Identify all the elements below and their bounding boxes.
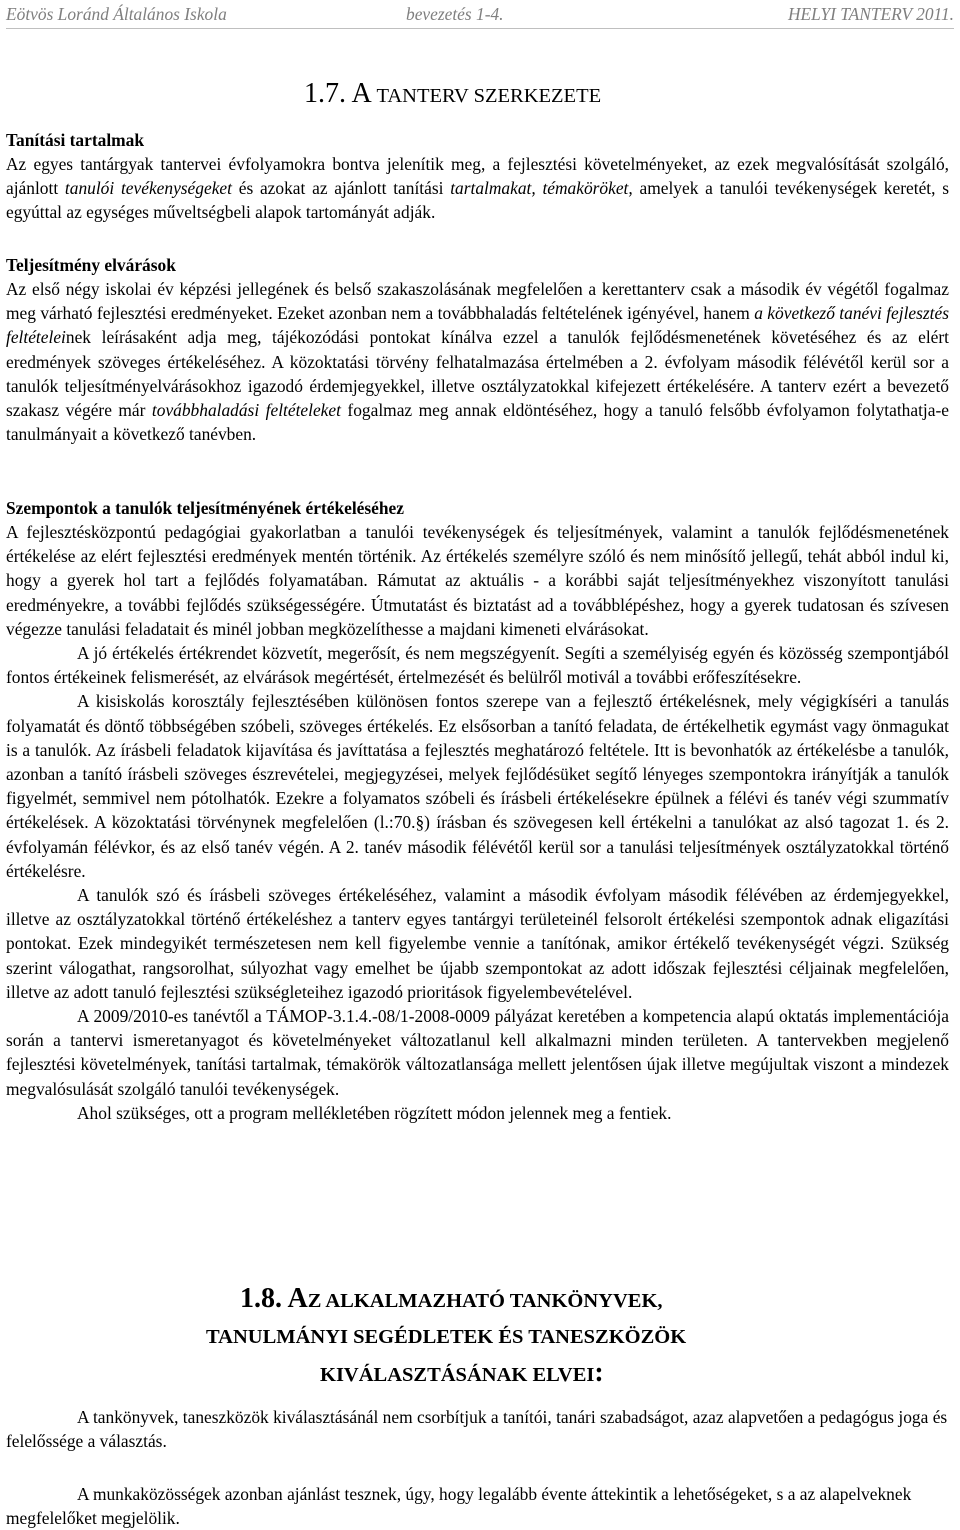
section-title: TANTERV SZERKEZETE [371, 85, 602, 107]
text-run: Az első négy iskolai év képzési jellegének és belső szakaszolásának megfelelően a kerettanterv csak a második év végétől fogalmaz meg várható fejlesztési eredményeket. Ezeket azonban nem a továbbhaladás feltételének igényével, hanem [6, 279, 949, 324]
page-header [6, 4, 954, 29]
section-title-line-3: KIVÁLASZTÁSÁNAK ELVEI [320, 1364, 595, 1386]
header-document-title: HELYI TANTERV 2011. [787, 4, 954, 24]
paragraph: A jó értékelés értékrendet közvetít, megerősít, és nem megszégyenít. Segíti a személyiség egyén és közösség szempontjából fontos értékeinek felismerését, az elvárások megértését, értelmezését és belülről motivál a további erőfeszítésekre. [6, 643, 949, 688]
paragraph: A munkaközösségek azonban ajánlást tesznek, úgy, hogy legalább évente áttekintik a lehetőségeket, s a az alapelveknek megfelelőket megjelölik. [6, 1484, 912, 1529]
section-title-line-1: Z ALKALMAZHATÓ TANKÖNYVEK, [307, 1290, 663, 1312]
paragraph: A fejlesztésközpontú pedagógiai gyakorlatban a tanulói tevékenységek és teljesítmények, valamint a tanulók fejlődésmenetének értékelése az elért fejlesztési eredmények mentén történik. Az értékelés személyre szóló és nem minősítő jellegű, tehát abból indul ki, hogy a gyerek hol tart a fejlődés folyamatában. Rámutat az aktuális - a korábbi saját teljesítményekhez viszonyított tanulási eredményekre, a további fejlődés szükségességére. Útmutatást és biztatást ad a továbblépéshez, hogy a gyerek tudatosan és szívesen végezze tanulási feladatait és minél jobban megközelíthesse a majdani kimeneti elvárásokat. [6, 522, 949, 639]
paragraph [6, 152, 949, 225]
header-school-name: Eötvös Loránd Általános Iskola [6, 4, 227, 24]
text-run: fogalmaz meg annak eldöntéséhez, hogy a tanuló felsőbb évfolyamon folytathatja-e tanulmányait a következő tanévben. [6, 400, 949, 445]
section-title-initial: A [287, 1283, 308, 1314]
text-run: nek leírásaként adja meg, tájékozódási pontokat kínálva ezzel a tanulók fejlődésmenetének követéséhez és az elért eredmények szöveges értékeléséhez. A közoktatási törvény felhatalmazása értelmében a 2. évfolyam második félévétől kerül sor a tanulók teljesítményelvárásokhoz igazodó érdemjegyekkel, illetve osztályzatokkal kifejezett értékelésére. A tanterv ezért a bevezető szakasz végére már [6, 327, 949, 421]
italic-text: tanulói tevékenységeket [64, 178, 232, 199]
section-teljesitmeny-elvarasok [6, 253, 949, 446]
italic-text: továbbhaladási feltételeket [151, 400, 341, 421]
section-number: 1.8. [240, 1283, 288, 1314]
section-tankonyvek [6, 1405, 949, 1453]
subheading: Teljesítmény elvárások [6, 255, 176, 275]
section-number: 1.7. [304, 78, 352, 109]
paragraph: A tankönyvek, taneszközök kiválasztásánál nem csorbítjuk a tanítói, tanári szabadságot, azaz alapvetően a pedagógus joga és felelőssége a választás. [6, 1407, 948, 1452]
paragraph: Ahol szükséges, ott a program mellékletében rögzített módon jelennek meg a fentiek. [77, 1102, 672, 1123]
text-run: Az egyes tantárgyak tantervei évfolyamokra bontva jelenítik meg, a fejlesztési követelményeket, az ezek megvalósítását szolgáló, ajánlott [6, 154, 949, 199]
section-title-initial: A [351, 78, 372, 109]
paragraph [6, 277, 949, 446]
section-title-line-2: TANULMÁNYI SEGÉDLETEK ÉS TANESZKÖZÖK [206, 1326, 687, 1348]
header-section: bevezetés 1-4. [406, 4, 504, 24]
subheading: Szempontok a tanulók teljesítményének értékeléséhez [6, 498, 404, 518]
italic-text: a következő tanévi fejlesztés feltételei [6, 303, 949, 348]
paragraph: A kisiskolás korosztály fejlesztésében különösen fontos szerepe van a fejlesztő értékelésnek, mely végigkíséri a tanulás folyamatát és döntő többségében szóbeli, szöveges értékelés. Ez elsősorban a tanító feladata, de értékelhetik egymást vagy önmagukat is a tanulók. Az írásbeli feladatok kijavítása és javíttatása a fejlesztés meghatározó feltétele. Itt is bevonhatók az értékelésbe a tanulók, azonban a tanító írásbeli szöveges észrevételei, megjegyzései, melyek fejlődésüket segítő lényeges szempontokra irányítják a tanulók figyelmét, semmivel nem pótolhatók. Ezekre a folyamatos szóbeli és írásbeli értékelésekre épülnek a félévi és tanév végi szummatív értékelések. A közoktatási törvénynek megfelelően (l.:70.§) írásban és szövegesen kell értékelni a tanulókat az alsó tagozat 1. és 2. évfolyamán félévkor, és az első tanév végén. A 2. tanév második félévétől kerül sor a tanulási teljesítmények osztályzatokkal történő értékelésre. [6, 691, 949, 881]
text-run: amelyek a tanulói tevékenységek keretét, s egyúttal az egységes műveltségbeli alapok tartományát adják. [6, 178, 949, 223]
section-tanitasi-tartalmak [6, 128, 949, 225]
text-run: és azokat az ajánlott tanítási [231, 178, 451, 199]
paragraph: A 2009/2010-es tanévtől a TÁMOP-3.1.4.-08/1-2008-0009 pályázat keretében a kompetencia alapú oktatás implementációja során a tantervi ismeretanyagot és követelményeket változatlanul kell alkalmazni minden területen. A tantervekben megjelenő fejlesztési követelmények, tanítási tartalmak, témakörök változatlansága mellett jelentősen újak illetve megújultak viszont a mindezek megvalósulását szolgáló tanulói tevékenységek. [6, 1006, 949, 1099]
section-tankonyvek-2 [6, 1482, 949, 1530]
subheading: Tanítási tartalmak [6, 130, 145, 150]
section-szempontok [6, 496, 949, 1125]
italic-text: tartalmakat, témaköröket, [450, 178, 633, 199]
paragraph: A tanulók szó és írásbeli szöveges értékeléséhez, valamint a második évfolyam második félévében az érdemjegyekkel, illetve az osztályzatokkal történő értékeléshez a tanterv egyes tantárgyi területeinél felsorolt értékelési szempontok adnak eligazítási pontokat. Ezek mindegyikét természetesen nem kell figyelembe vennie a tanítónak, amikor értékelő tevékenységét végzi. Szükség szerint válogathat, rangsorolhat, súlyozhat vagy emelhet be újabb szempontokat az adott időszak fejlesztési céljainak megfelelően, illetve az adott tanuló fejlesztési szükségleteihez igazodó prioritások figyelembevételével. [6, 885, 949, 1002]
section-title-colon: : [594, 1357, 604, 1388]
